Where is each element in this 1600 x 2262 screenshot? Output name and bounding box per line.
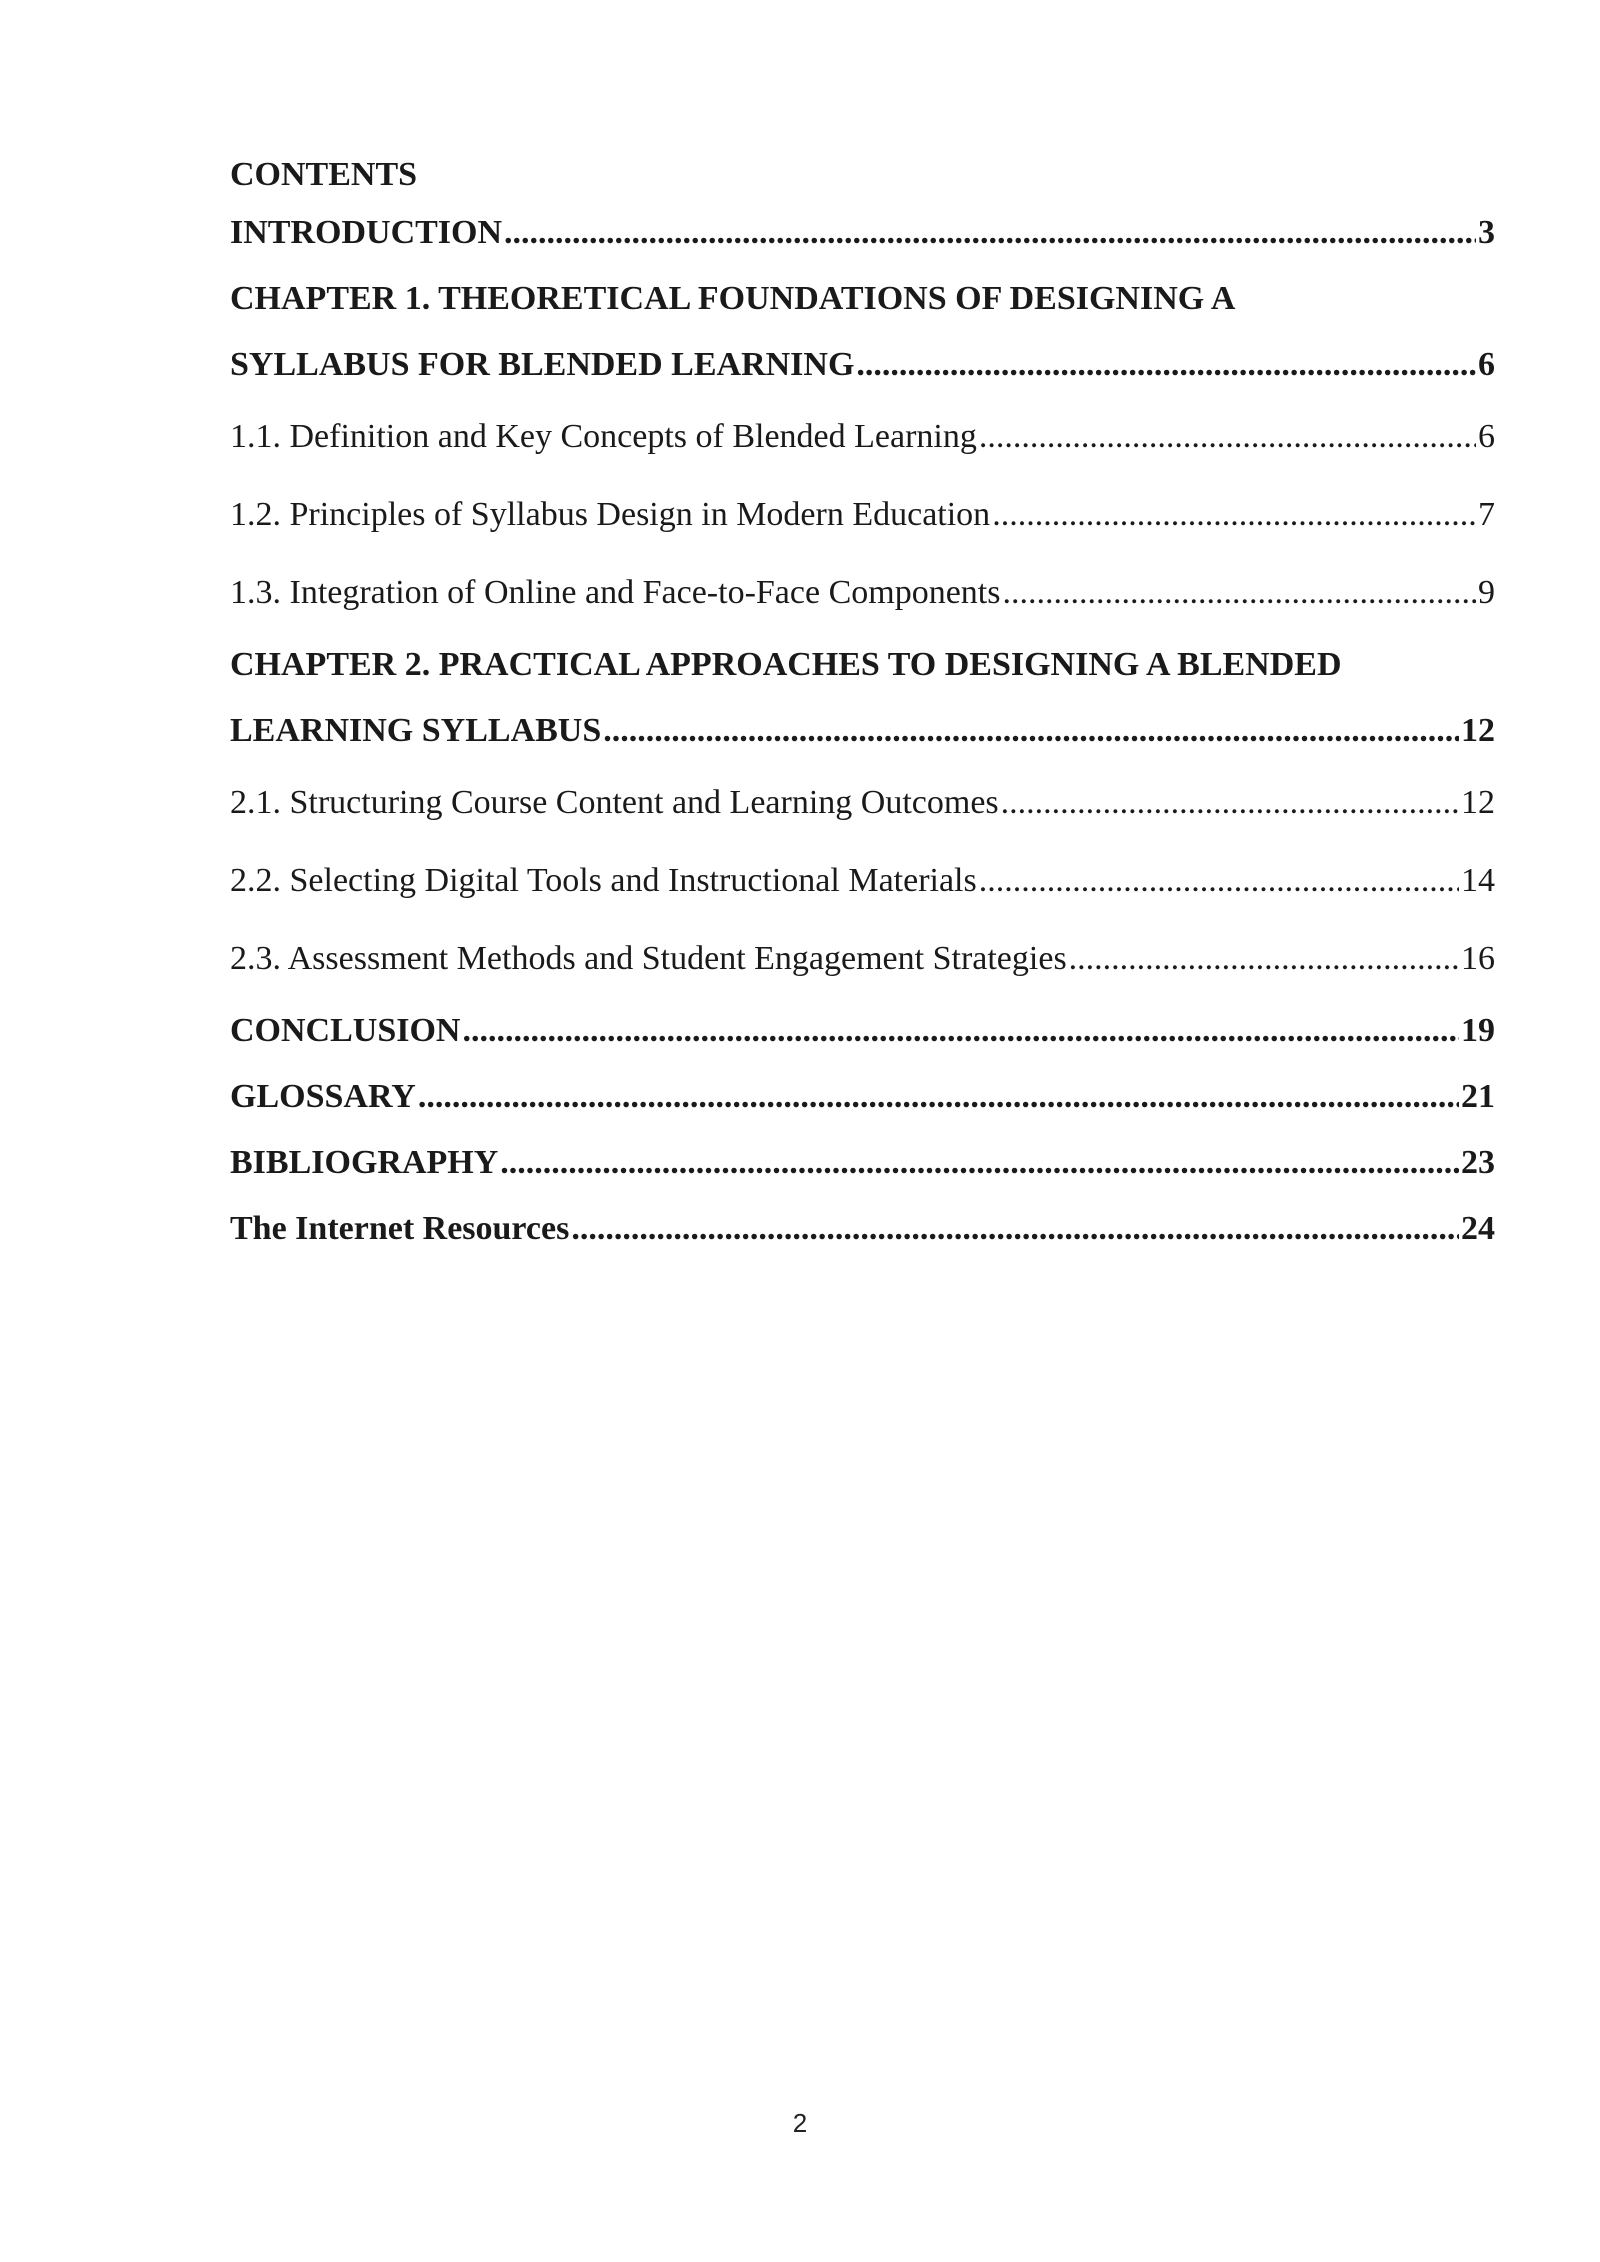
toc-list	[230, 200, 1495, 1262]
toc-entry[interactable]	[230, 554, 1495, 632]
toc-entry-page: 23	[1461, 1144, 1495, 1181]
toc-entry[interactable]	[230, 476, 1495, 554]
toc-entry[interactable]	[230, 398, 1495, 476]
toc-dot-leader	[1001, 764, 1459, 842]
toc-entry-page: 3	[1478, 214, 1495, 251]
toc-entry-line	[230, 998, 1495, 1064]
toc-entry-title: 2.1. Structuring Course Content and Learning Outcomes	[230, 784, 999, 821]
toc-entry[interactable]	[230, 842, 1495, 920]
toc-entry[interactable]	[230, 920, 1495, 998]
toc-entry-title: LEARNING SYLLABUS	[230, 712, 602, 749]
toc-entry-title: SYLLABUS FOR BLENDED LEARNING	[230, 346, 855, 383]
toc-entry-line	[230, 200, 1495, 266]
toc-entry-line	[230, 476, 1495, 554]
toc-entry[interactable]	[230, 1064, 1495, 1130]
toc-entry-title: 2.2. Selecting Digital Tools and Instructional Materials	[230, 862, 977, 899]
toc-entry-title: CONCLUSION	[230, 1012, 461, 1049]
toc-entry-title: 1.3. Integration of Online and Face-to-Face Components	[230, 574, 1001, 611]
toc-entry-title: BIBLIOGRAPHY	[230, 1144, 499, 1181]
toc-entry-title: 1.1. Definition and Key Concepts of Blended Learning	[230, 418, 977, 455]
toc-dot-leader	[1069, 920, 1459, 998]
toc-dot-leader	[1002, 554, 1476, 632]
toc-entry-page: 14	[1461, 862, 1495, 899]
toc-dot-leader	[856, 332, 1476, 398]
toc-entry-line	[230, 920, 1495, 998]
toc-entry-line	[230, 842, 1495, 920]
toc-entry-page: 6	[1478, 346, 1495, 383]
toc-entry-title: INTRODUCTION	[230, 214, 503, 251]
toc-entry-title: GLOSSARY	[230, 1078, 416, 1115]
toc-entry-page: 9	[1478, 574, 1495, 611]
toc-entry-line	[230, 764, 1495, 842]
toc-entry-line	[230, 1196, 1495, 1262]
toc-entry[interactable]	[230, 200, 1495, 266]
toc-entry-line	[230, 1064, 1495, 1130]
toc-entry[interactable]	[230, 266, 1495, 398]
toc-dot-leader	[462, 998, 1459, 1064]
toc-entry-title-line: CHAPTER 2. PRACTICAL APPROACHES TO DESIGNING A BLENDED	[230, 646, 1342, 683]
toc-dot-leader	[979, 398, 1476, 476]
toc-entry-page: 19	[1461, 1012, 1495, 1049]
toc-entry-title: The Internet Resources	[230, 1210, 570, 1247]
toc-entry-line	[230, 698, 1495, 764]
toc-entry[interactable]	[230, 632, 1495, 764]
page-number: 2	[792, 2108, 808, 2138]
toc-entry[interactable]	[230, 998, 1495, 1064]
toc-dot-leader	[979, 842, 1459, 920]
table-of-contents	[230, 150, 1495, 1262]
toc-entry-page: 24	[1461, 1210, 1495, 1247]
toc-dot-leader	[992, 476, 1476, 554]
toc-entry-line	[230, 398, 1495, 476]
toc-entry-page: 6	[1478, 418, 1495, 455]
toc-entry-page: 12	[1461, 712, 1495, 749]
toc-entry-line	[230, 1130, 1495, 1196]
toc-entry-title: 1.2. Principles of Syllabus Design in Modern Education	[230, 496, 991, 533]
toc-entry-title-line: CHAPTER 1. THEORETICAL FOUNDATIONS OF DESIGNING A	[230, 280, 1236, 317]
toc-heading: CONTENTS	[230, 156, 418, 193]
toc-dot-leader	[500, 1130, 1459, 1196]
toc-entry[interactable]	[230, 1130, 1495, 1196]
toc-entry[interactable]	[230, 1196, 1495, 1262]
toc-entry-page: 21	[1461, 1078, 1495, 1115]
toc-dot-leader	[418, 1064, 1459, 1130]
toc-dot-leader	[504, 200, 1476, 266]
toc-entry-line	[230, 332, 1495, 398]
toc-entry-page: 16	[1461, 940, 1495, 977]
toc-entry-line	[230, 554, 1495, 632]
toc-dot-leader	[571, 1196, 1459, 1262]
toc-entry-page: 12	[1461, 784, 1495, 821]
toc-entry-page: 7	[1478, 496, 1495, 533]
toc-entry[interactable]	[230, 764, 1495, 842]
toc-entry-title: 2.3. Assessment Methods and Student Engagement Strategies	[230, 940, 1067, 977]
toc-dot-leader	[603, 698, 1459, 764]
